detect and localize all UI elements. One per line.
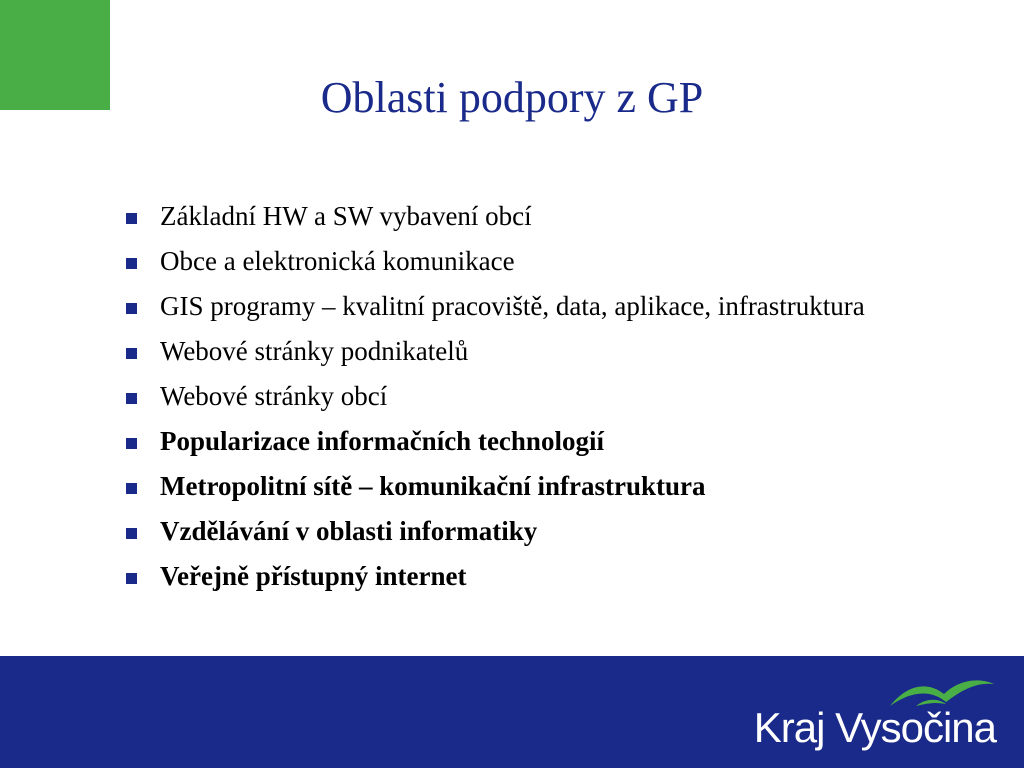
square-bullet-icon	[126, 303, 137, 314]
bullet-item: Obce a elektronická komunikace	[122, 245, 902, 278]
bullet-item: Vzdělávání v oblasti informatiky	[122, 515, 902, 548]
square-bullet-icon	[126, 393, 137, 404]
square-bullet-icon	[126, 438, 137, 449]
bullet-list	[122, 200, 902, 605]
slide-title: Oblasti podpory z GP	[320, 73, 704, 122]
bullet-item: Webové stránky podnikatelů	[122, 335, 902, 368]
square-bullet-icon	[126, 213, 137, 224]
bullet-item: Popularizace informačních technologií	[122, 425, 902, 458]
square-bullet-icon	[126, 573, 137, 584]
kraj-vysocina-logo	[736, 676, 996, 756]
bullet-item: Metropolitní sítě – komunikační infrastruktura	[122, 470, 902, 503]
square-bullet-icon	[126, 258, 137, 269]
square-bullet-icon	[126, 348, 137, 359]
logo-text: Kraj Vysočina	[753, 704, 996, 751]
bullet-item: Základní HW a SW vybavení obcí	[122, 200, 902, 233]
bullet-item: Veřejně přístupný internet	[122, 560, 902, 593]
square-bullet-icon	[126, 528, 137, 539]
bullet-item: GIS programy – kvalitní pracoviště, data, aplikace, infrastruktura	[122, 290, 902, 323]
square-bullet-icon	[126, 483, 137, 494]
bullet-item: Webové stránky obcí	[122, 380, 902, 413]
